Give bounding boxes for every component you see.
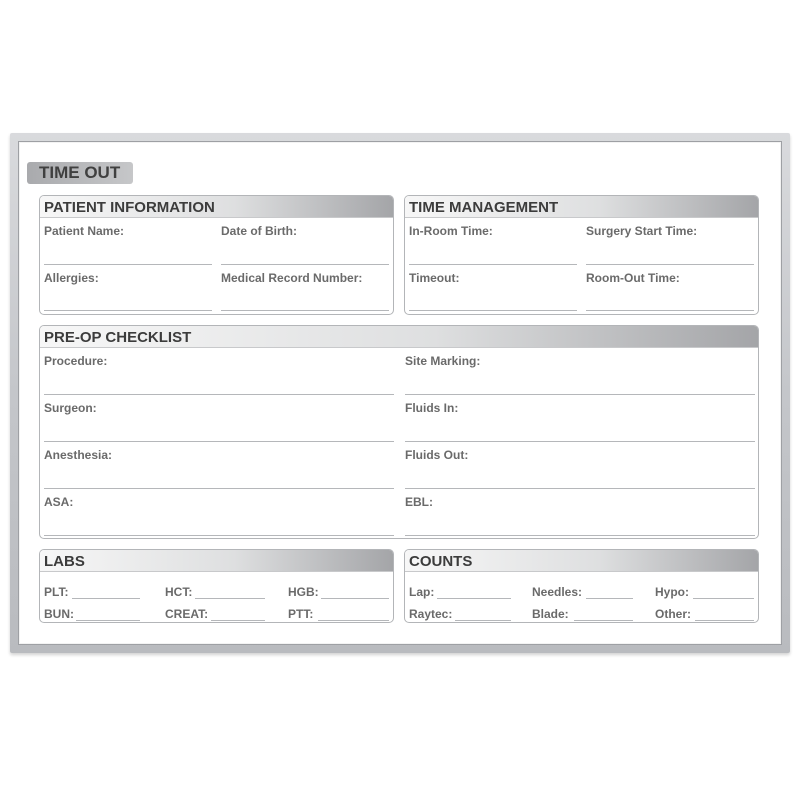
site-marking-field[interactable]	[405, 354, 755, 395]
fluids-in-line	[405, 441, 755, 442]
date-of-birth-line	[221, 264, 389, 265]
time-management-header: TIME MANAGEMENT	[405, 196, 758, 218]
plt-field[interactable]	[44, 585, 140, 599]
medical-record-number-label: Medical Record Number:	[221, 271, 363, 285]
hypo-line	[693, 598, 754, 599]
lap-line	[437, 598, 511, 599]
lap-field[interactable]	[409, 585, 511, 599]
counts-panel	[404, 549, 759, 623]
timeout-label: Timeout:	[409, 271, 460, 285]
procedure-field[interactable]	[44, 354, 394, 395]
bun-line	[76, 620, 140, 621]
timeout-field[interactable]	[409, 271, 577, 311]
medical-record-number-line	[221, 310, 389, 311]
surgery-start-time-field[interactable]	[586, 224, 754, 265]
fluids-in-label: Fluids In:	[405, 401, 459, 415]
asa-field[interactable]	[44, 495, 394, 536]
other-line	[695, 620, 754, 621]
hct-label: HCT:	[165, 585, 193, 599]
creat-label: CREAT:	[165, 607, 209, 621]
needles-field[interactable]	[532, 585, 633, 599]
pre-op-checklist-panel	[39, 325, 759, 539]
fluids-in-field[interactable]	[405, 401, 755, 442]
asa-label: ASA:	[44, 495, 74, 509]
allergies-label: Allergies:	[44, 271, 99, 285]
ebl-field[interactable]	[405, 495, 755, 536]
raytec-line	[455, 620, 511, 621]
anesthesia-field[interactable]	[44, 448, 394, 489]
needles-label: Needles:	[532, 585, 583, 599]
in-room-time-line	[409, 264, 577, 265]
surgeon-field[interactable]	[44, 401, 394, 442]
raytec-field[interactable]	[409, 607, 511, 621]
procedure-line	[44, 394, 394, 395]
hgb-field[interactable]	[288, 585, 389, 599]
site-marking-label: Site Marking:	[405, 354, 481, 368]
blade-field[interactable]	[532, 607, 633, 621]
asa-line	[44, 535, 394, 536]
allergies-line	[44, 310, 212, 311]
fluids-out-line	[405, 488, 755, 489]
patient-name-field[interactable]	[44, 224, 212, 265]
needles-line	[586, 598, 633, 599]
surgery-start-time-line	[586, 264, 754, 265]
allergies-field[interactable]	[44, 271, 212, 311]
medical-record-number-field[interactable]	[221, 271, 389, 311]
room-out-time-field[interactable]	[586, 271, 754, 311]
ptt-label: PTT:	[288, 607, 314, 621]
time-management-panel	[404, 195, 759, 315]
plt-label: PLT:	[44, 585, 69, 599]
hgb-label: HGB:	[288, 585, 319, 599]
labs-header: LABS	[40, 550, 393, 572]
anesthesia-line	[44, 488, 394, 489]
ebl-line	[405, 535, 755, 536]
room-out-time-label: Room-Out Time:	[586, 271, 680, 285]
date-of-birth-label: Date of Birth:	[221, 224, 297, 238]
bun-label: BUN:	[44, 607, 74, 621]
labs-panel	[39, 549, 394, 623]
fluids-out-field[interactable]	[405, 448, 755, 489]
blade-label: Blade:	[532, 607, 569, 621]
patient-information-panel	[39, 195, 394, 315]
date-of-birth-field[interactable]	[221, 224, 389, 265]
in-room-time-label: In-Room Time:	[409, 224, 493, 238]
procedure-label: Procedure:	[44, 354, 108, 368]
ebl-label: EBL:	[405, 495, 433, 509]
in-room-time-field[interactable]	[409, 224, 577, 265]
anesthesia-label: Anesthesia:	[44, 448, 113, 462]
bun-field[interactable]	[44, 607, 140, 621]
other-field[interactable]	[655, 607, 754, 621]
counts-header: COUNTS	[405, 550, 758, 572]
hypo-field[interactable]	[655, 585, 754, 599]
raytec-label: Raytec:	[409, 607, 453, 621]
ptt-line	[318, 620, 389, 621]
room-out-time-line	[586, 310, 754, 311]
ptt-field[interactable]	[288, 607, 389, 621]
patient-information-header: PATIENT INFORMATION	[40, 196, 393, 218]
blade-line	[574, 620, 633, 621]
creat-line	[211, 620, 265, 621]
timeout-line	[409, 310, 577, 311]
plt-line	[72, 598, 140, 599]
other-label: Other:	[655, 607, 691, 621]
surgeon-line	[44, 441, 394, 442]
site-marking-line	[405, 394, 755, 395]
board-title: TIME OUT	[27, 162, 133, 184]
hgb-line	[321, 598, 389, 599]
surgeon-label: Surgeon:	[44, 401, 97, 415]
hypo-label: Hypo:	[655, 585, 689, 599]
patient-name-line	[44, 264, 212, 265]
creat-field[interactable]	[165, 607, 265, 621]
fluids-out-label: Fluids Out:	[405, 448, 469, 462]
lap-label: Lap:	[409, 585, 435, 599]
surgery-start-time-label: Surgery Start Time:	[586, 224, 698, 238]
hct-line	[195, 598, 265, 599]
pre-op-checklist-header: PRE-OP CHECKLIST	[40, 326, 758, 348]
hct-field[interactable]	[165, 585, 265, 599]
patient-name-label: Patient Name:	[44, 224, 125, 238]
